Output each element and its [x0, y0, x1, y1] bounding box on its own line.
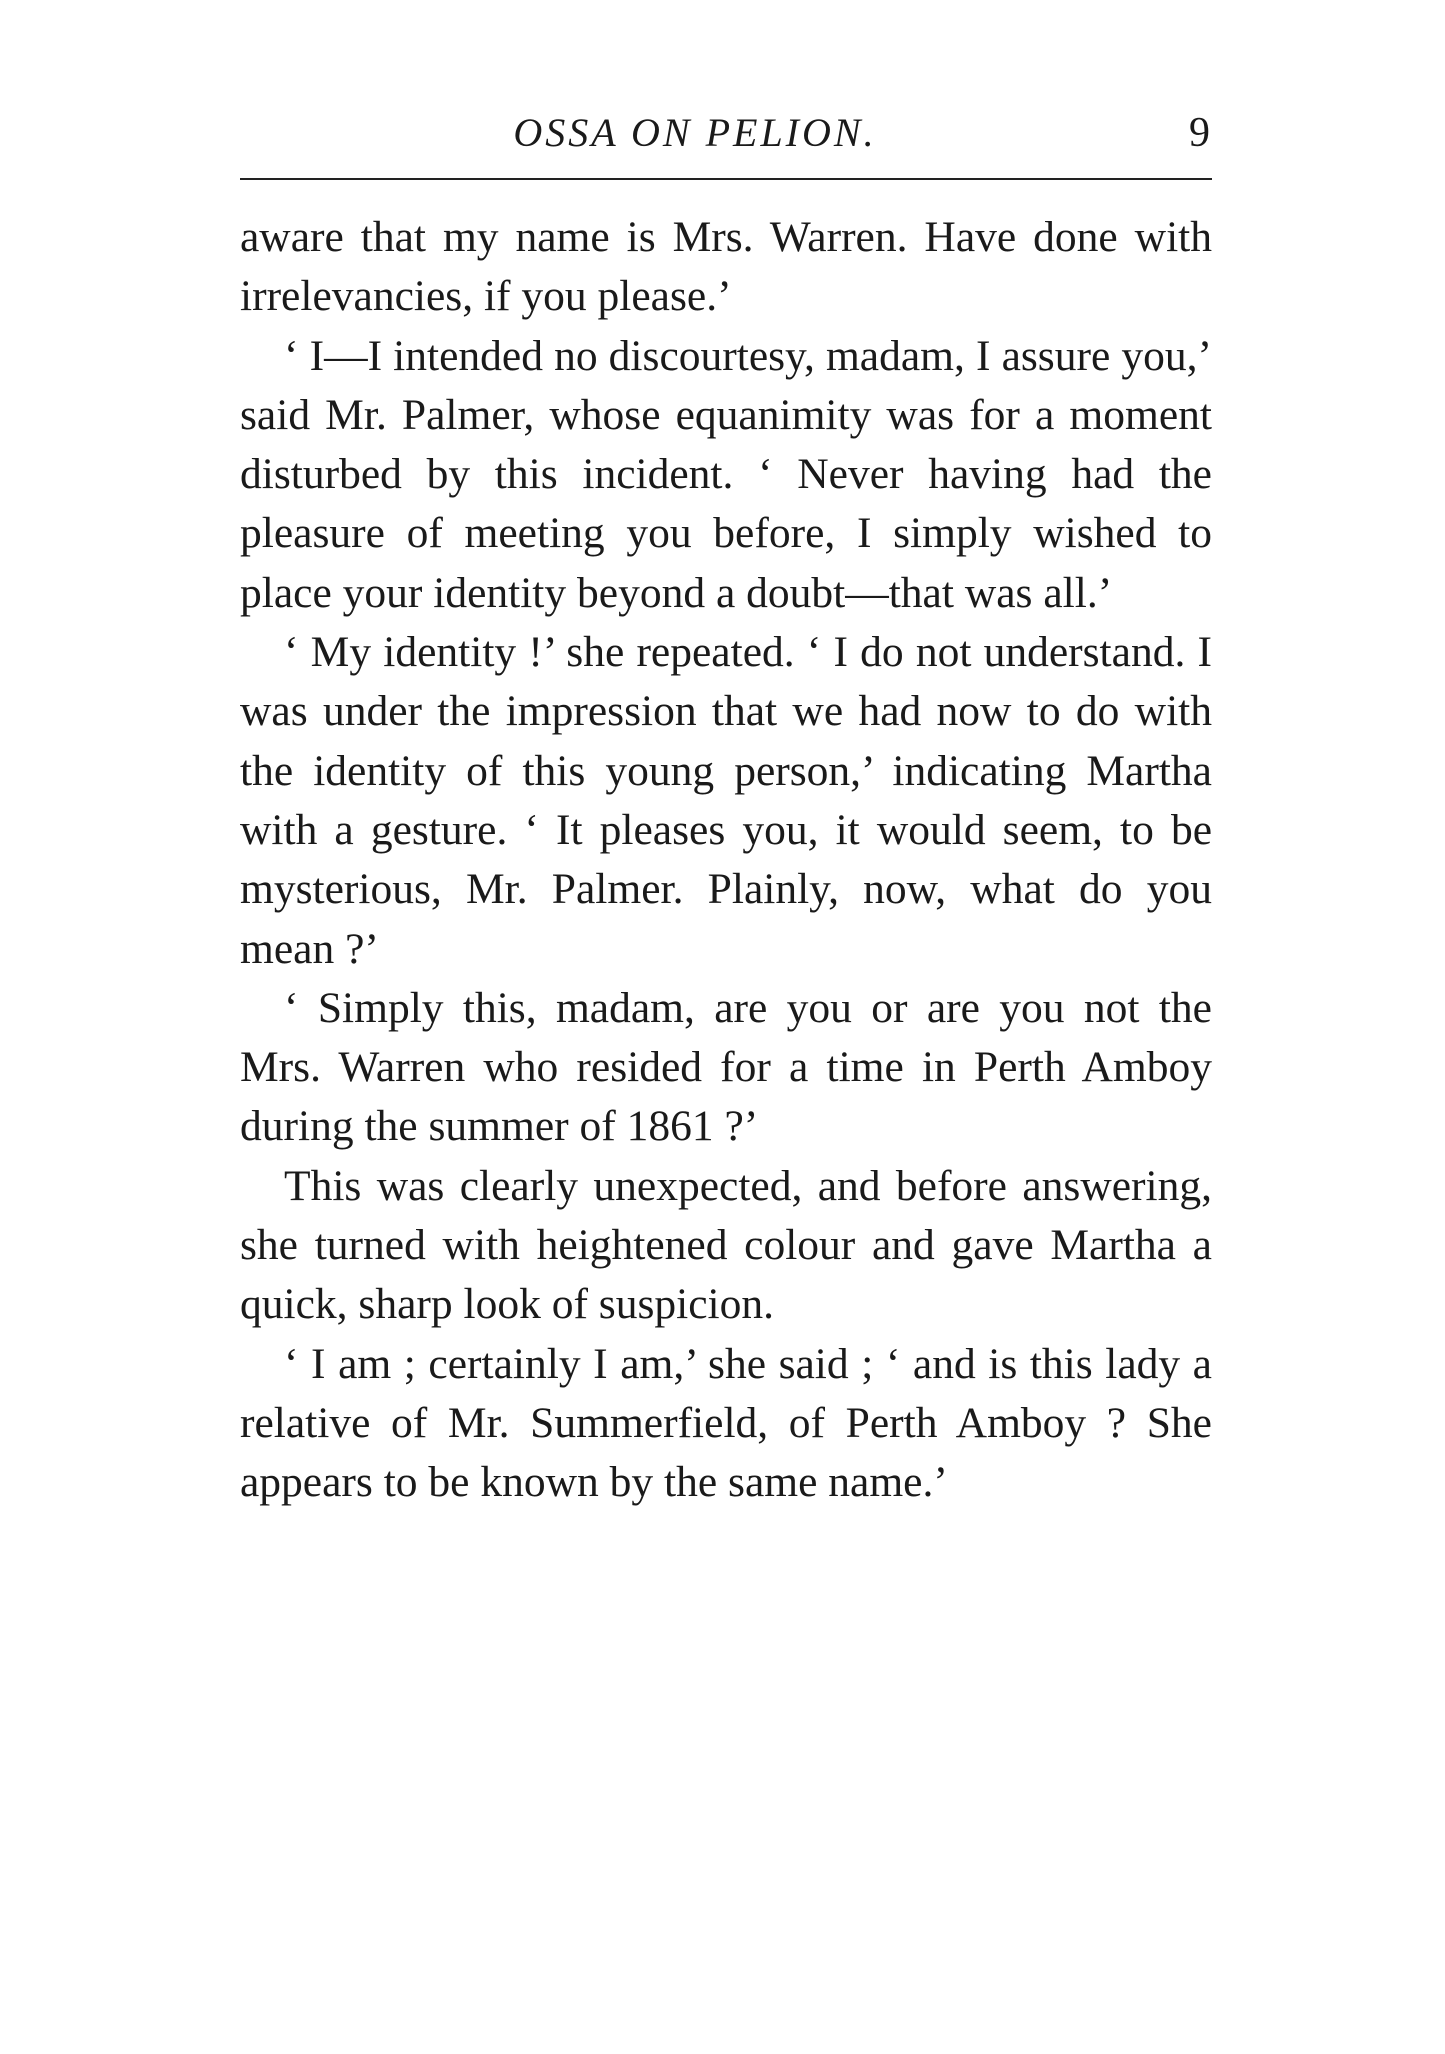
paragraph-5: This was clearly unexpected, and before answering, she turned with heightened colour and gave Martha a quick, sharp look of suspicion. [240, 1161, 1212, 1329]
page-number: 9 [1189, 110, 1210, 156]
running-title: OSSA ON PELION. [513, 110, 877, 155]
paragraph-6: ‘ I am ; certainly I am,’ she said ; ‘ and is this lady a relative of Mr. Summerfield, of Perth Amboy ? She appears to be known by the same name.’ [240, 1339, 1212, 1507]
paragraph-2: ‘ I—I intended no discourtesy, madam, I assure you,’ said Mr. Palmer, whose equanimity was for a moment disturbed by this incident. ‘ Never having had the pleasure of meeting you before, I simply wished to place your identity beyond a doubt—that was all.’ [240, 331, 1212, 617]
body-text [240, 208, 1212, 1513]
paragraph-3: ‘ My identity !’ she repeated. ‘ I do not understand. I was under the impression that we had now to do with the identity of this young person,’ indicating Martha with a gesture. ‘ It pleases you, it would seem, to be mysterious, Mr. Palmer. Plainly, now, what do you mean ?’ [240, 628, 1212, 973]
paragraph-4: ‘ Simply this, madam, are you or are you not the Mrs. Warren who resided for a time in Perth Amboy during the summer of 1861 ?’ [240, 983, 1212, 1151]
running-head [240, 108, 1210, 168]
paragraph-1: aware that my name is Mrs. Warren. Have done with irrelevancies, if you please.’ [240, 213, 1212, 321]
header-rule [240, 178, 1212, 180]
